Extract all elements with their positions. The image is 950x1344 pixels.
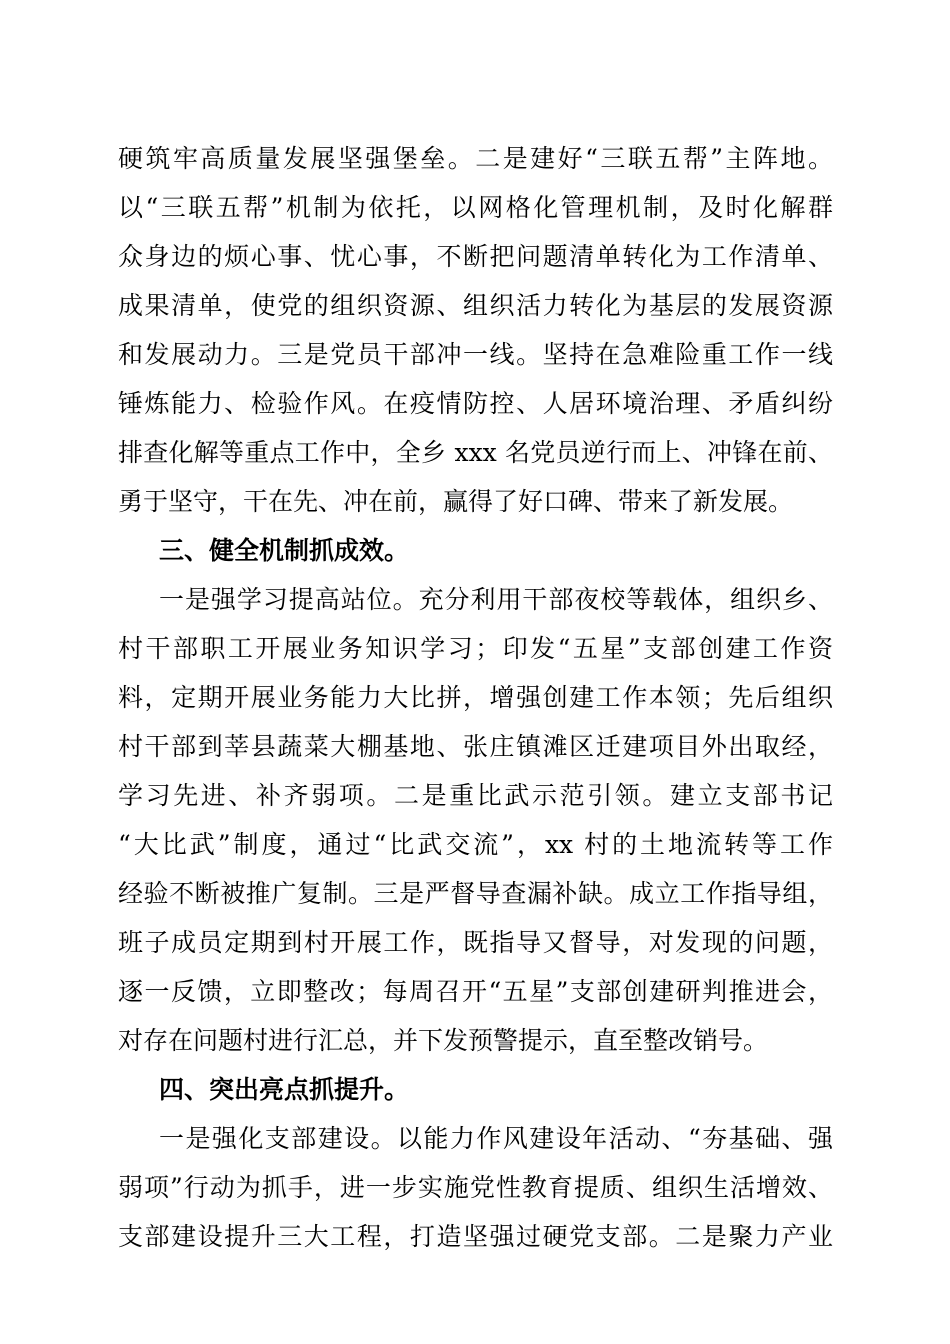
body-text-line: 学习先进、补齐弱项。二是重比武示范引领。建立支部书记 — [118, 781, 833, 810]
body-text-line: 排查化解等重点工作中，全乡 xxx 名党员逆行而上、冲锋在前、 — [118, 438, 833, 467]
body-text-line: 逐一反馈，立即整改；每周召开“五星”支部创建研判推进会， — [118, 977, 833, 1006]
body-text-line: 村干部到莘县蔬菜大棚基地、张庄镇滩区迁建项目外出取经， — [118, 732, 833, 761]
body-text-line: 料，定期开展业务能力大比拼，增强创建工作本领；先后组织 — [118, 683, 833, 712]
body-text-line: 班子成员定期到村开展工作，既指导又督导，对发现的问题， — [118, 928, 833, 957]
body-text-line: 经验不断被推广复制。三是严督导查漏补缺。成立工作指导组， — [118, 879, 833, 908]
body-text-line: 一是强化支部建设。以能力作风建设年活动、“夯基础、强 — [159, 1124, 833, 1153]
body-text-line: 以“三联五帮”机制为依托，以网格化管理机制，及时化解群 — [118, 193, 833, 222]
body-text-line: 众身边的烦心事、忧心事，不断把问题清单转化为工作清单、 — [118, 242, 833, 271]
body-text-line: 村干部职工开展业务知识学习；印发“五星”支部创建工作资 — [118, 634, 833, 663]
body-text-line: 弱项”行动为抓手，进一步实施党性教育提质、组织生活增效、 — [118, 1173, 833, 1202]
section-heading: 三、健全机制抓成效。 — [159, 536, 410, 565]
body-text-line: 硬筑牢高质量发展坚强堡垒。二是建好“三联五帮”主阵地。 — [118, 144, 833, 173]
body-text-line: 成果清单，使党的组织资源、组织活力转化为基层的发展资源 — [118, 291, 833, 320]
section-heading: 四、突出亮点抓提升。 — [159, 1075, 410, 1104]
body-text-line: 支部建设提升三大工程，打造坚强过硬党支部。二是聚力产业 — [118, 1222, 833, 1251]
body-text-line: 对存在问题村进行汇总，并下发预警提示，直至整改销号。 — [118, 1026, 769, 1055]
body-text-line: 和发展动力。三是党员干部冲一线。坚持在急难险重工作一线 — [118, 340, 833, 369]
body-text-line: “大比武”制度，通过“比武交流”，xx 村的土地流转等工作 — [118, 830, 833, 859]
body-text-line: 勇于坚守，干在先、冲在前，赢得了好口碑、带来了新发展。 — [118, 487, 794, 516]
body-text-line: 一是强学习提高站位。充分利用干部夜校等载体，组织乡、 — [159, 585, 833, 614]
body-text-line: 锤炼能力、检验作风。在疫情防控、人居环境治理、矛盾纠纷 — [118, 389, 833, 418]
